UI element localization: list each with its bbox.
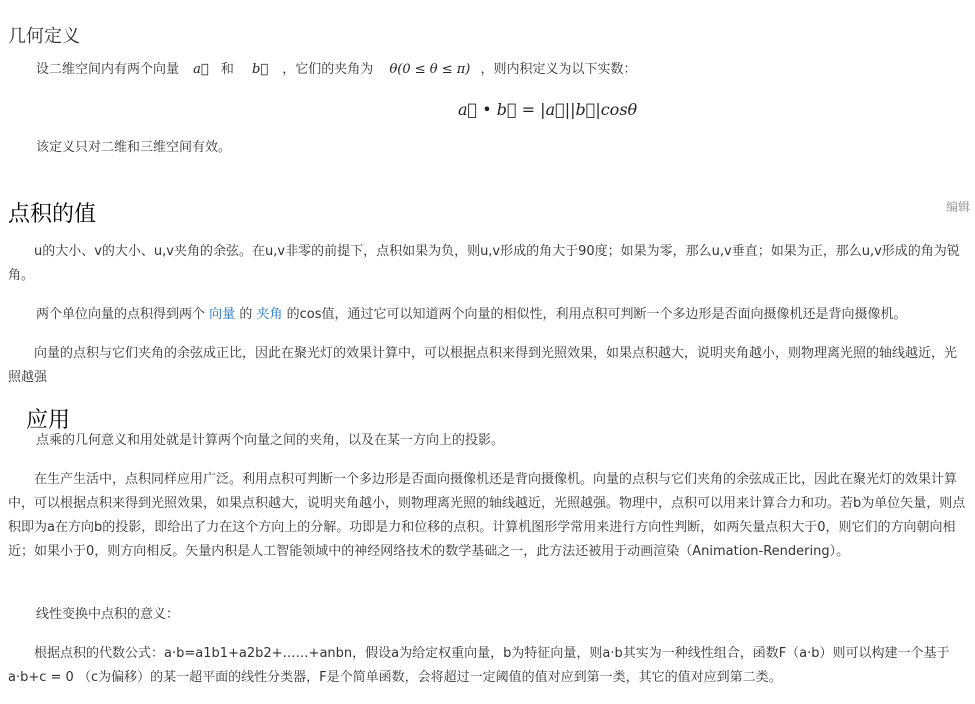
section-title-geometric-definition: 几何定义: [8, 26, 80, 47]
geometric-definition-intro: [36, 58, 637, 82]
intro-text-end: ，则内积定义为以下实数：: [480, 62, 637, 77]
link-angle[interactable]: 夹角: [256, 307, 283, 322]
vector-b: b⃗: [252, 62, 269, 77]
application-paragraph-1: 在生产生活中，点积同样应用广泛。利用点积可判断一个多边形是否面向摄像机还是背向摄像机。向量的点积与它们夹角的余弦成正比，因此在聚光灯的效果计算中，可以根据点积来得到光照效果，如果点积越大，说明夹角越小，则物理离光照的轴线越近，光照越强。物理中，点积可以用来计算合力和功。若b为单位矢量，则点积即为a在方向b的投影，即给出了力在这个方向上的分解。功即是力和位移的点积。计算机图形学常用来进行方向性判断，如两矢量点积大于0，则它们的方向朝向相近；如果小于0，则方向相反。矢量内积是人工智能领域中的神经网络技术的数学基础之一，此方法还被用于动画渲染（Animation-Rendering）。: [8, 472, 966, 559]
dot-value-paragraph-1: u的大小、v的大小、u,v夹角的余弦。在u,v非零的前提下，点积如果为负，则u,v形成的角大于90度；如果为零，那么u,v垂直；如果为正，那么u,v形成的角为锐角。: [8, 244, 960, 283]
dot-value-paragraph-2: [36, 303, 907, 327]
link-vector[interactable]: 向量: [209, 307, 236, 322]
intro-and: 和: [220, 62, 234, 77]
application-summary: 点乘的几何意义和用处就是计算两个向量之间的夹角，以及在某一方向上的投影。: [36, 433, 505, 448]
vector-a: a⃗: [193, 62, 209, 77]
section-title-dot-value: 点积的值: [8, 202, 97, 227]
intro-text-start: 设二维空间内有两个向量: [36, 62, 180, 77]
para2-end: 的cos值，通过它可以知道两个向量的相似性，利用点积可判断一个多边形是否面向摄像机还是背向摄像机。: [286, 307, 907, 322]
application-paragraph-2: 线性变换中点积的意义：: [36, 607, 180, 622]
angle-expression: θ(0 ≤ θ ≤ π): [389, 62, 471, 77]
section-title-application: 应用: [26, 408, 71, 433]
definition-note: 该定义只对二维和三维空间有效。: [36, 140, 232, 155]
intro-text-angle: ，它们的夹角为: [282, 62, 374, 77]
inner-product-formula: a⃗ • b⃗ = |a⃗||b⃗|cosθ: [458, 100, 638, 119]
para2-start: 两个单位向量的点积得到两个: [36, 307, 206, 322]
para2-mid: 的: [239, 307, 253, 322]
application-paragraph-3: 根据点积的代数公式：a·b=a1b1+a2b2+……+anbn，假设a为给定权重向量，b为特征向量，则a·b其实为一种线性组合，函数F（a·b）则可以构建一个基于a·b+c = 0 （c为偏移）的某一超平面的线性分类器，F是个简单函数，会将超过一定阈值的值对应到第一类，其它的值对应到第二类。: [8, 646, 950, 685]
edit-link[interactable]: 编辑: [946, 200, 971, 214]
dot-value-paragraph-3: 向量的点积与它们夹角的余弦成正比，因此在聚光灯的效果计算中，可以根据点积来得到光照效果，如果点积越大，说明夹角越小，则物理离光照的轴线越近，光照越强: [8, 346, 958, 385]
